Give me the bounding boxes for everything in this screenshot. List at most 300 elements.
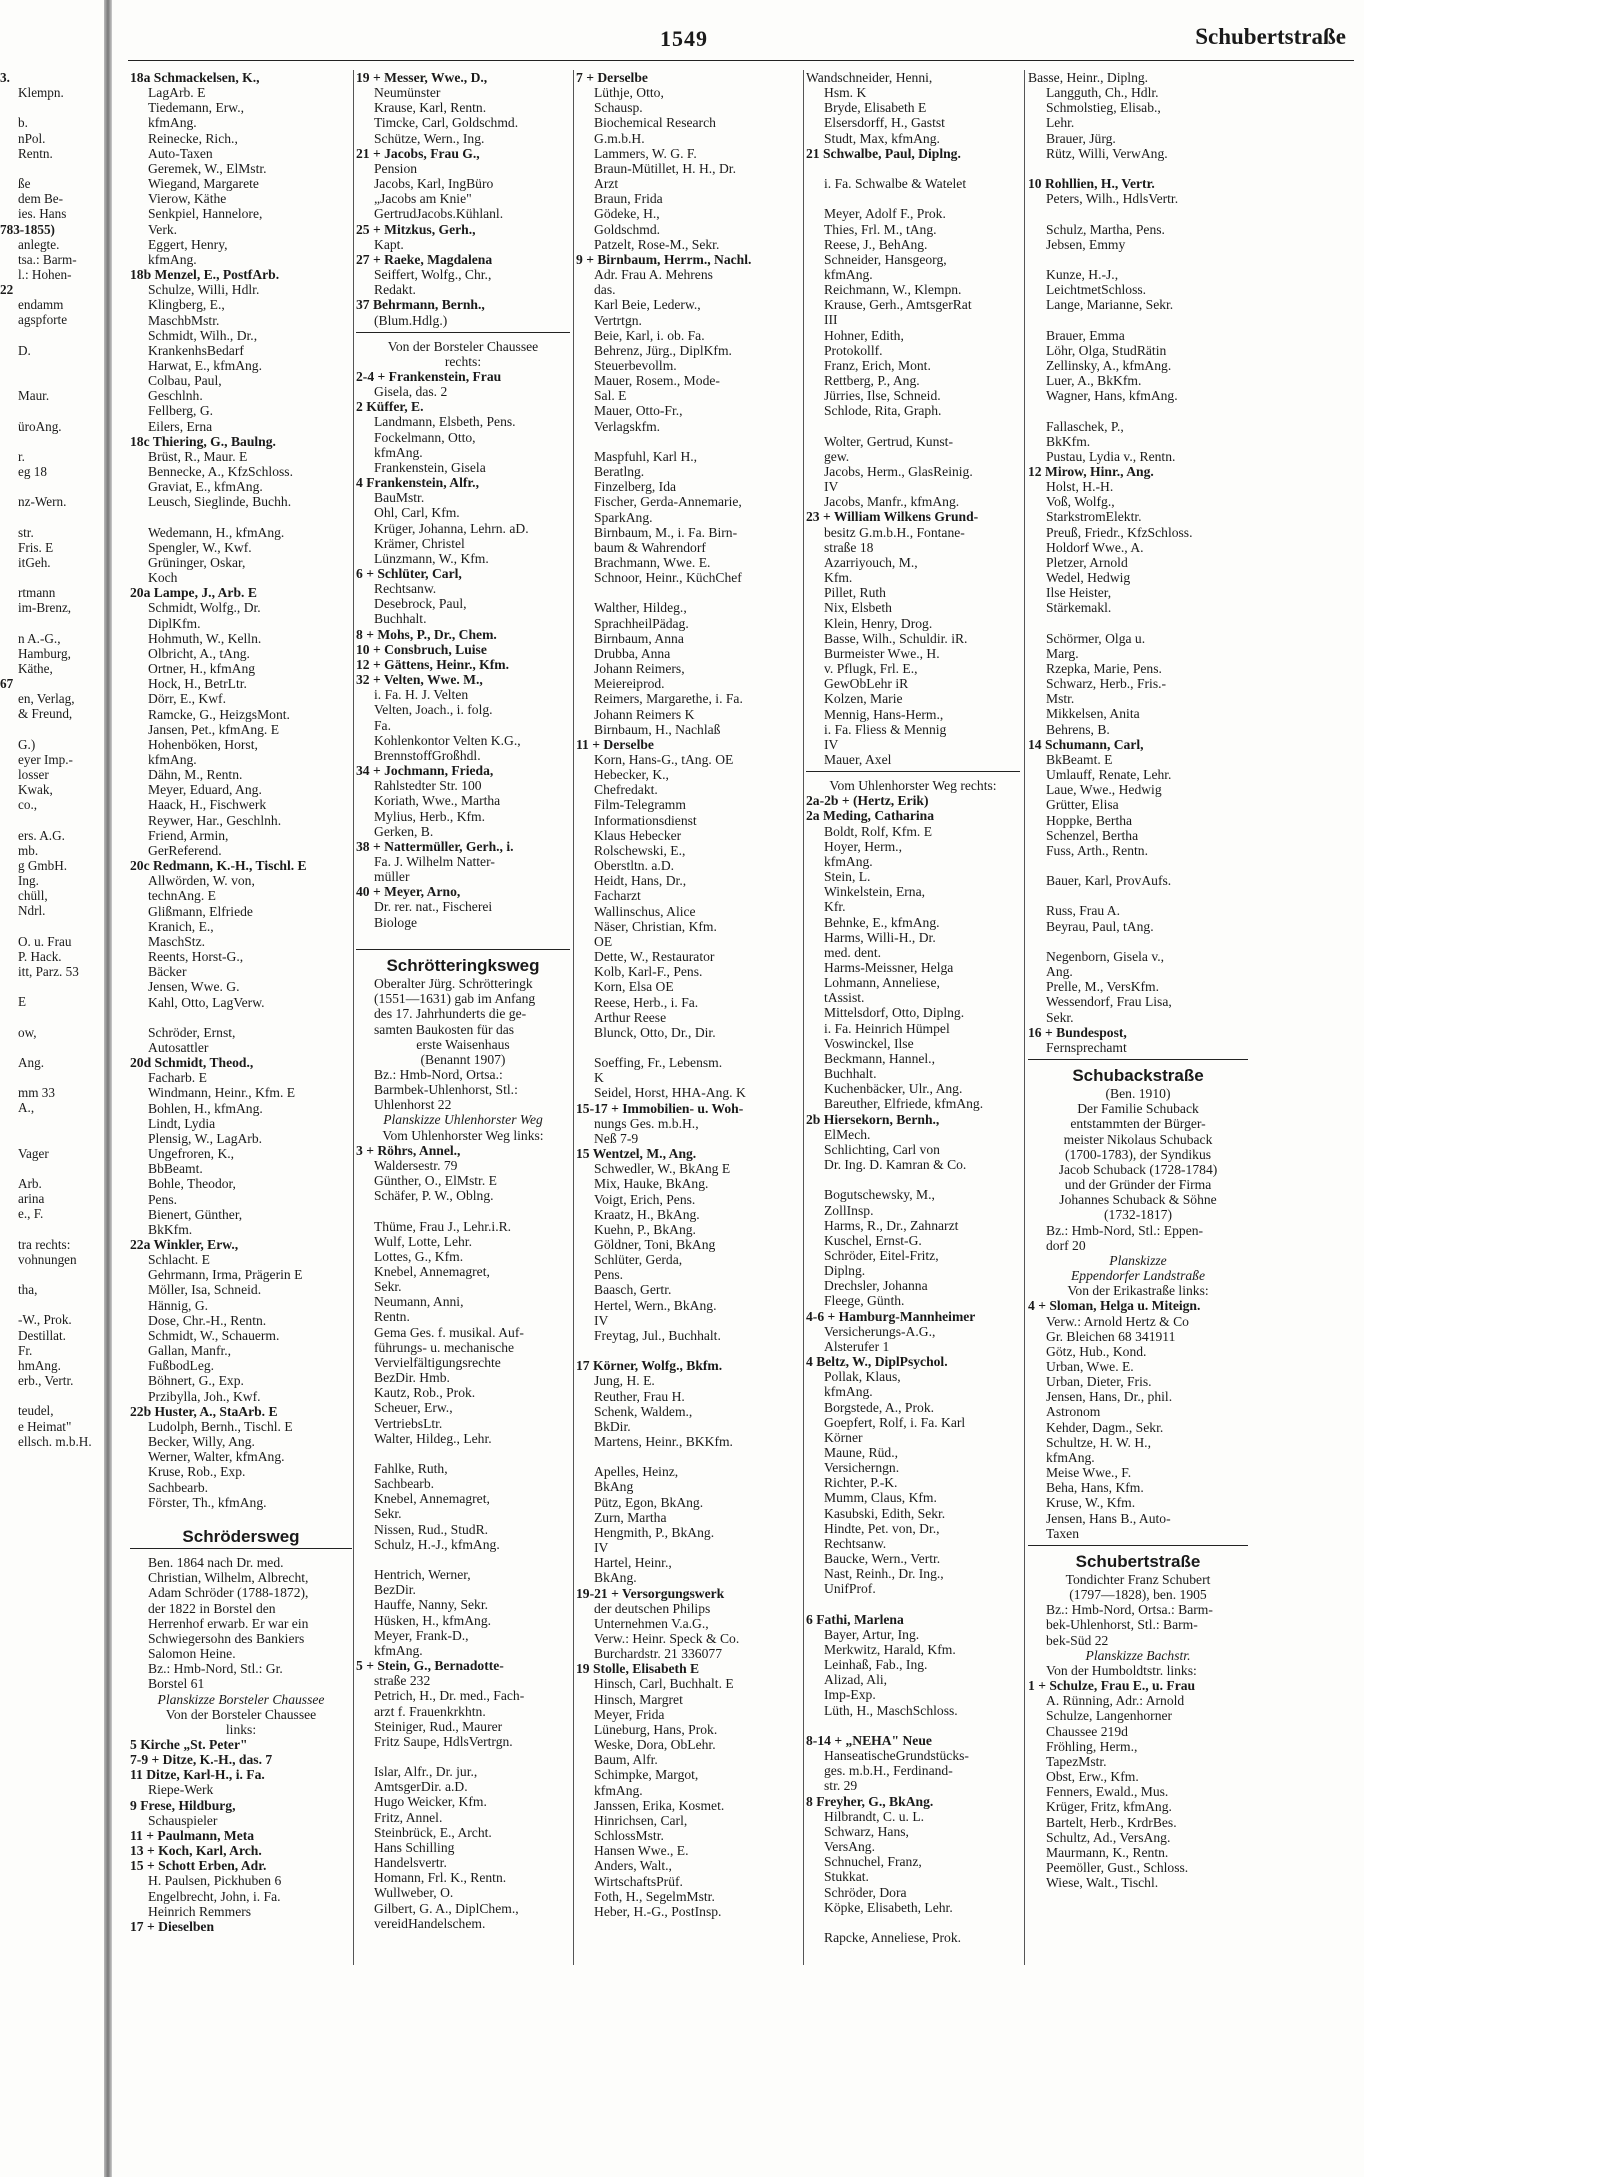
directory-entry: E [18, 994, 27, 1010]
directory-entry: Schäfer, P. W., Oblng. [374, 1188, 494, 1204]
directory-entry: Krüger, Johanna, Lehrn. aD. [374, 520, 529, 536]
directory-entry: Basse, Wilh., Schuldir. iR. [824, 630, 968, 646]
directory-entry: kfmAng. [148, 115, 197, 131]
directory-entry: Vager [18, 1145, 49, 1161]
directory-entry: Pens. [148, 1191, 178, 1207]
directory-entry: 7-9 + Ditze, K.-H., das. 7 [130, 1752, 273, 1768]
directory-entry: Umlauff, Renate, Lehr. [1046, 767, 1172, 783]
map-reference: Planskizze [1109, 1252, 1167, 1268]
directory-entry: III [824, 312, 838, 328]
directory-entry: Kasubski, Edith, Sekr. [824, 1505, 946, 1521]
directory-entry [0, 1040, 98, 1055]
directory-entry: Ang. [18, 1054, 45, 1070]
directory-entry: Klempn. [18, 85, 64, 101]
directory-entry: Ortner, H., kfmAng [148, 661, 256, 677]
directory-entry: nungs Ges. m.b.H., [594, 1115, 699, 1131]
directory-entry: tsa.: Barm- [18, 251, 77, 267]
directory-entry: kfmAng. [1046, 1449, 1095, 1465]
directory-entry: BezDir. Hmb. [374, 1370, 450, 1386]
directory-entry: A., [18, 1100, 35, 1116]
directory-entry: Chefredakt. [594, 782, 658, 798]
directory-entry: Basse, Heinr., Diplng. [1028, 70, 1149, 85]
directory-entry: Sekr. [374, 1279, 402, 1295]
directory-entry: StarkstromElektr. [1046, 509, 1142, 525]
column-1 [130, 70, 352, 1934]
directory-entry: Fr. [18, 1342, 33, 1358]
directory-entry: Hsm. K [824, 85, 867, 101]
directory-entry: b. [18, 115, 28, 131]
directory-entry: H. Paulsen, Pickhuben 6 [148, 1873, 282, 1889]
directory-entry: Timcke, Carl, Goldschmd. [374, 115, 519, 131]
directory-entry: Olbricht, A., tAng. [148, 645, 250, 661]
directory-entry: D. [18, 342, 31, 358]
directory-entry: ers. A.G. [18, 827, 65, 843]
directory-entry: Facharb. E [148, 1070, 207, 1086]
directory-entry: Bareuther, Elfriede, kfmAng. [824, 1096, 984, 1112]
directory-entry: i. Fa. Schwalbe & Watelet [824, 176, 967, 192]
directory-entry: Kruse, W., Kfm. [1046, 1495, 1136, 1511]
directory-entry: Spengler, W., Kwf. [148, 539, 252, 555]
directory-entry: Kolzen, Marie [824, 691, 903, 707]
directory-entry [806, 1718, 1020, 1733]
directory-entry: im-Brenz, [18, 600, 72, 616]
directory-entry: Koriath, Wwe., Martha [374, 793, 501, 809]
directory-entry: e Heimat" [18, 1418, 72, 1434]
directory-entry: Rahlstedter Str. 100 [374, 778, 482, 794]
directory-entry: Schröder, Eitel-Fritz, [824, 1247, 939, 1263]
directory-entry: 2a Meding, Catharina [806, 808, 935, 824]
directory-entry: Pillet, Ruth [824, 585, 886, 601]
directory-entry [576, 585, 802, 600]
directory-entry: Fritz, Annel. [374, 1809, 443, 1825]
directory-entry: Luer, A., BkKfm. [1046, 373, 1142, 389]
directory-entry: müller [374, 869, 410, 885]
directory-entry: Brauer, Jürg. [1046, 130, 1116, 146]
directory-entry: Schlacht. E [148, 1252, 210, 1268]
directory-entry [0, 979, 98, 994]
centered-note: erste Waisenhaus [416, 1036, 510, 1052]
directory-entry: Versicherngn. [824, 1460, 900, 1476]
directory-entry: Kohlenkontor Velten K.G., [374, 732, 521, 748]
map-reference: Eppendorfer Landstraße [1070, 1268, 1206, 1284]
directory-entry: Nix, Elsbeth [824, 600, 892, 616]
directory-entry: Kunze, H.-J., [1046, 266, 1119, 282]
directory-entry: Oberstltn. a.D. [594, 858, 675, 874]
map-reference: Planskizze Uhlenhorster Weg [383, 1112, 543, 1128]
directory-entry: Stukkat. [824, 1869, 869, 1885]
directory-entry: r. [18, 448, 25, 464]
directory-entry: Bohlen, H., kfmAng. [148, 1100, 263, 1116]
directory-entry [1028, 206, 1248, 221]
directory-entry: 13 + Koch, Karl, Arch. [130, 1843, 262, 1859]
directory-entry: Peemöller, Gust., Schloss. [1046, 1859, 1189, 1875]
directory-entry: Steiniger, Rud., Maurer [374, 1718, 503, 1734]
directory-entry: Sal. E [594, 388, 627, 404]
directory-entry: Reinecke, Rich., [148, 130, 238, 146]
directory-entry [130, 1510, 352, 1525]
directory-entry: das. [594, 282, 616, 298]
directory-entry: Dr. rer. nat., Fischerei [374, 899, 493, 915]
directory-entry: Schröder, Ernst, [148, 1024, 236, 1040]
column-divider [1024, 70, 1025, 1965]
directory-entry: Nast, Reinh., Dr. Ing., [824, 1566, 944, 1582]
directory-entry: Hock, H., BetrLtr. [148, 676, 247, 692]
directory-entry: Birnbaum, M., i. Fa. Birn- [594, 524, 738, 540]
directory-entry: Brauer, Emma [1046, 327, 1125, 343]
directory-entry: Kfr. [824, 899, 846, 915]
directory-entry [1028, 312, 1248, 327]
directory-entry: Studt, Max, kfmAng. [824, 130, 940, 146]
directory-entry: 21 + Jacobs, Frau G., [356, 145, 480, 161]
directory-entry: Von der Humboldtstr. links: [1046, 1662, 1197, 1678]
section-rule [130, 1548, 352, 1553]
directory-entry: Jürries, Ilse, Schneid. [824, 388, 941, 404]
directory-entry: dem Be- [18, 191, 64, 207]
directory-entry: Franz, Erich, Mont. [824, 357, 931, 373]
centered-note: Von der Borsteler Chaussee [387, 338, 539, 354]
directory-entry: Riepe-Werk [148, 1782, 214, 1798]
directory-entry: Fröhling, Herm., [1046, 1738, 1138, 1754]
directory-entry: Arthur Reese [594, 1009, 667, 1025]
directory-entry [0, 1222, 98, 1237]
directory-entry: IV [594, 1312, 609, 1328]
directory-entry: Kwak, [18, 782, 53, 798]
directory-entry: Tiedemann, Erw., [148, 100, 245, 116]
column-divider [803, 70, 804, 1965]
centered-note: Von der Erikastraße links: [1067, 1283, 1209, 1299]
directory-entry: SparkAng. [594, 509, 653, 525]
column-5 [1028, 70, 1248, 1890]
section-rule [356, 949, 570, 954]
directory-entry: Pustau, Lydia v., Rentn. [1046, 448, 1176, 464]
directory-entry: Körner [824, 1429, 863, 1445]
directory-entry: Voswinckel, Ilse [824, 1035, 914, 1051]
directory-entry: Beratlng. [594, 464, 645, 480]
directory-entry: Kruse, Rob., Exp. [148, 1464, 246, 1480]
directory-entry [1028, 161, 1248, 176]
directory-entry: 5 Kirche „St. Peter" [130, 1736, 248, 1752]
directory-entry: IV [824, 479, 839, 495]
directory-entry: Gilbert, G. A., DiplChem., [374, 1900, 519, 1916]
directory-entry: Goldschmd. [594, 221, 661, 237]
directory-entry: Schröder, Dora [824, 1884, 907, 1900]
directory-entry: Reywer, Har., Geschlnh. [148, 812, 282, 828]
directory-entry: BkKfm. [148, 1221, 193, 1237]
directory-entry: Geremek, W., ElMstr. [148, 160, 267, 176]
directory-entry: der deutschen Philips [594, 1600, 711, 1616]
directory-entry: Pütz, Egon, BkAng. [594, 1494, 704, 1510]
directory-entry: Fleege, Günth. [824, 1293, 905, 1309]
directory-entry: BbBeamt. [148, 1161, 203, 1177]
directory-entry: Elsersdorff, H., Gastst [824, 115, 945, 131]
directory-entry: 27 + Raeke, Magdalena [356, 251, 493, 267]
directory-entry: Gema Ges. f. musikal. Auf- [374, 1324, 524, 1340]
directory-entry: endamm [18, 297, 64, 313]
section-rule [356, 332, 570, 337]
directory-entry: Hohmuth, W., Kelln. [148, 630, 262, 646]
street-heading: Schrötteringksweg [386, 955, 540, 975]
directory-entry: (Blum.Hdlg.) [374, 312, 448, 328]
directory-entry: Lüth, H., MaschSchloss. [824, 1702, 958, 1718]
directory-entry: Schulze, Willi, Hdlr. [148, 282, 260, 298]
directory-entry: Salomon Heine. [148, 1646, 236, 1662]
directory-entry: Thies, Frl. M., tAng. [824, 221, 937, 237]
directory-entry: chüll, [18, 888, 48, 904]
directory-entry: BkAng [594, 1479, 634, 1495]
directory-entry: Knebel, Annemagret, [374, 1264, 490, 1279]
directory-entry: Kraatz, H., BkAng. [594, 1206, 700, 1222]
directory-entry [1028, 888, 1248, 903]
page-number: 1549 [660, 26, 708, 51]
directory-entry: co., [18, 797, 38, 813]
directory-entry: rtmann [18, 585, 56, 601]
directory-entry: Rolschewski, E., [594, 842, 686, 858]
directory-entry: Homann, Frl. K., Rentn. [374, 1870, 507, 1886]
directory-entry: Landmann, Elsbeth, Pens. [374, 414, 516, 430]
directory-entry: Patzelt, Rose-M., Sekr. [594, 236, 720, 252]
directory-entry: Friend, Armin, [148, 827, 229, 843]
directory-entry [0, 1297, 98, 1312]
directory-entry: Fischer, Gerda-Annemarie, [594, 494, 742, 510]
directory-entry: Richter, P.-K. [824, 1475, 898, 1491]
directory-entry: Urban, Dieter, Fris. [1046, 1374, 1152, 1390]
directory-entry: Seidel, Horst, HHA-Ang. K [594, 1085, 746, 1101]
directory-entry: 1 + Schulze, Frau E., u. Frau [1028, 1678, 1196, 1694]
directory-entry: Lüthje, Otto, [594, 85, 664, 101]
directory-entry [0, 1161, 98, 1176]
directory-entry: Herrenhof erwarb. Er war ein [148, 1615, 309, 1631]
directory-entry: agspforte [18, 312, 68, 328]
directory-entry: BkDir. [594, 1418, 631, 1434]
directory-entry: Ludolph, Bernh., Tischl. E [148, 1418, 293, 1434]
directory-entry: Versicherungs-A.G., [824, 1323, 936, 1339]
directory-entry: l.: Hohen- [18, 267, 72, 282]
directory-entry: DiplKfm. [148, 615, 201, 631]
directory-entry: Schmidt, Wolfg., Dr. [148, 600, 261, 616]
directory-entry: Informationsdienst [594, 812, 697, 828]
directory-entry: Jung, H. E. [594, 1373, 655, 1389]
directory-entry: Zurn, Martha [594, 1509, 667, 1525]
directory-entry: Dette, W., Restaurator [594, 949, 715, 965]
directory-entry: v. Pflugk, Frl. E., [824, 661, 918, 677]
directory-entry: GertrudJacobs.Kühlanl. [374, 206, 504, 222]
directory-entry: Hoyer, Herm., [824, 838, 902, 854]
directory-entry [356, 1446, 570, 1461]
directory-entry: 18b Menzel, E., PostfArb. [130, 267, 280, 283]
directory-entry: BauMstr. [374, 490, 425, 506]
directory-entry: Rechtsanw. [374, 581, 437, 597]
directory-entry: Werner, Walter, kfmAng. [148, 1449, 285, 1465]
directory-entry: Vertrtgn. [594, 312, 642, 328]
directory-entry: 22a Winkler, Erw., [130, 1237, 239, 1252]
directory-entry: dorf 20 [1046, 1237, 1086, 1253]
directory-entry: Bz.: Hmb-Nord, Ortsa.: Barm- [1046, 1602, 1213, 1618]
directory-entry: Schulz, Martha, Pens. [1046, 221, 1165, 237]
directory-entry [0, 1116, 98, 1131]
directory-entry: Rentn. [18, 145, 53, 161]
directory-entry: & Freund, [18, 706, 73, 722]
directory-entry: Karl Beie, Lederw., [594, 297, 701, 313]
directory-entry: Bauer, Karl, ProvAufs. [1046, 873, 1172, 889]
directory-entry: Kapt. [374, 236, 404, 252]
directory-entry: Mauer, Axel [824, 751, 892, 767]
directory-entry: ges. m.b.H., Ferdinand- [824, 1763, 953, 1779]
directory-entry: Gerken, B. [374, 823, 434, 839]
directory-entry: Nissen, Rud., StudR. [374, 1521, 489, 1537]
directory-entry: Günther, O., ElMstr. E [374, 1173, 497, 1189]
directory-entry: Brüst, R., Maur. E [148, 448, 248, 464]
directory-entry: Imp-Exp. [824, 1687, 876, 1703]
directory-entry: Goepfert, Rolf, i. Fa. Karl [824, 1414, 966, 1430]
directory-entry [0, 328, 98, 343]
directory-entry: 10 Rohllien, H., Vertr. [1028, 176, 1155, 192]
directory-entry: Jacobs, Herm., GlasReinig. [824, 464, 973, 480]
directory-entry: Braun, Frida [594, 191, 663, 207]
directory-entry: mb. [18, 842, 39, 858]
directory-entry: Mikkelsen, Anita [1046, 706, 1140, 722]
directory-entry: MaschbMstr. [148, 312, 220, 328]
directory-entry: Drubba, Anna [594, 645, 671, 661]
directory-entry: Meise Wwe., F. [1046, 1465, 1132, 1481]
directory-entry: Winkelstein, Erna, [824, 884, 925, 900]
directory-entry: Redakt. [374, 282, 416, 298]
directory-entry: Baum, Alfr. [594, 1752, 658, 1768]
directory-entry: Schütze, Wern., Ing. [374, 130, 485, 146]
directory-entry: Becker, Willy, Ang. [148, 1434, 255, 1450]
directory-entry: en, Verlag, [18, 691, 75, 707]
directory-entry: Fritz Saupe, HdlsVertrgn. [374, 1733, 513, 1749]
directory-entry: Burchardstr. 21 336077 [594, 1646, 722, 1662]
directory-entry: 22b Huster, A., StaArb. E [130, 1403, 278, 1419]
centered-note: Tondichter Franz Schubert [1065, 1572, 1211, 1588]
directory-entry: Bohle, Theodor, [148, 1176, 236, 1192]
directory-entry: arina [18, 1191, 45, 1207]
centered-note: Von der Borsteler Chaussee [165, 1706, 317, 1722]
centered-note: Johannes Schuback & Söhne [1059, 1192, 1217, 1208]
directory-entry: Arzt [594, 176, 619, 192]
directory-entry: Bz.: Hmb-Nord, Stl.: Gr. [148, 1661, 283, 1677]
directory-entry: Jacobs, Karl, IngBüro [374, 176, 494, 192]
directory-entry: Stärkemakl. [1046, 600, 1112, 616]
directory-entry: Pension [374, 160, 418, 176]
directory-entry: 8 + Mohs, P., Dr., Chem. [356, 626, 497, 642]
directory-entry: Kranich, E., [148, 918, 214, 934]
directory-entry: tha, [18, 1282, 38, 1298]
directory-entry: Näser, Christian, Kfm. [594, 918, 717, 934]
directory-entry: Desebrock, Paul, [374, 596, 467, 612]
directory-entry [1028, 403, 1248, 418]
directory-entry: Fris. E [18, 539, 54, 555]
directory-entry: Fallaschek, P., [1046, 418, 1124, 434]
directory-entry: Schmolstieg, Elisab., [1046, 100, 1161, 116]
directory-entry: Handelsvertr. [374, 1855, 447, 1871]
directory-entry: Protokollf. [824, 342, 883, 358]
directory-entry: UnifProf. [824, 1581, 876, 1597]
centered-note: (Ben. 1910) [1105, 1086, 1171, 1102]
directory-entry: Heidt, Hans, Dr., [594, 873, 687, 889]
directory-entry: Weske, Dora, ObLehr. [594, 1737, 716, 1753]
directory-entry [1028, 858, 1248, 873]
directory-entry [806, 419, 1020, 434]
directory-entry: des 17. Jahrhunderts die ge- [374, 1006, 527, 1022]
directory-entry: kfmAng. [374, 444, 423, 460]
directory-entry: Fellberg, G. [148, 403, 214, 419]
section-rule [1028, 1059, 1248, 1064]
directory-entry [0, 1388, 98, 1403]
directory-entry: Chaussee 219d [1046, 1723, 1128, 1739]
directory-entry: Lammers, W. G. F. [594, 145, 697, 161]
directory-entry: Harwat, E., kfmAng. [148, 357, 263, 373]
directory-entry: Anders, Walt., [594, 1858, 672, 1874]
directory-entry: OE [594, 933, 613, 949]
directory-entry: Hebecker, K., [594, 767, 669, 783]
directory-entry: Autosattler [148, 1039, 209, 1055]
directory-entry: Glißmann, Elfriede [148, 903, 253, 919]
directory-entry [356, 1203, 570, 1218]
directory-entry: Ungefroren, K., [148, 1146, 235, 1162]
directory-entry: Maurmann, K., Rentn. [1046, 1844, 1169, 1860]
centered-note: (Benannt 1907) [420, 1051, 506, 1067]
directory-entry: Schwarz, Herb., Fris.- [1046, 676, 1167, 692]
directory-entry: Vervielfältigungsrechte [374, 1354, 501, 1370]
directory-entry: losser [18, 767, 49, 782]
directory-entry: g GmbH. [18, 857, 68, 873]
directory-entry: Ramcke, G., HeizgsMont. [148, 706, 290, 722]
directory-entry: 6 Fathi, Marlena [806, 1611, 904, 1627]
directory-entry [0, 1009, 98, 1024]
directory-entry: Brachmann, Wwe. E. [594, 554, 711, 570]
centered-note: Jacob Schuback (1728-1784) [1058, 1161, 1218, 1177]
directory-entry: Auto-Taxen [148, 145, 213, 161]
column-divider [573, 70, 574, 1965]
directory-entry: Film-Telegramm [594, 797, 686, 813]
directory-entry: Heinrich Remmers [148, 1903, 252, 1919]
directory-entry: WirtschaftsPrüf. [594, 1873, 683, 1889]
directory-entry: Baucke, Wern., Vertr. [824, 1551, 941, 1567]
section-rule [1028, 1545, 1248, 1550]
directory-entry: Plensig, W., LagArb. [148, 1130, 263, 1146]
directory-entry: Gr. Bleichen 68 341911 [1046, 1328, 1176, 1344]
directory-entry: Behrens, B. [1046, 721, 1110, 737]
directory-entry: Pens. [594, 1267, 624, 1283]
directory-entry: A. Rünning, Adr.: Arnold [1046, 1693, 1185, 1709]
directory-entry: Jansen, Pet., kfmAng. E [148, 721, 280, 737]
directory-entry: 25 + Mitzkus, Gerh., [356, 221, 476, 237]
directory-entry: Taxen [1046, 1525, 1080, 1541]
directory-entry: Bogutschewsky, M., [824, 1187, 935, 1203]
directory-entry: Jensen, Hans B., Auto- [1046, 1510, 1171, 1526]
directory-entry: ies. Hans [18, 206, 67, 222]
directory-entry [0, 509, 98, 524]
directory-entry: Janssen, Erika, Kosmet. [594, 1797, 725, 1813]
directory-entry: Bienert, Günther, [148, 1206, 243, 1222]
directory-entry: Senkpiel, Hannelore, [148, 206, 263, 222]
directory-entry: Rütz, Willi, VerwAng. [1046, 145, 1168, 161]
directory-entry: Steuerbevollm. [594, 357, 677, 373]
directory-entry [0, 1070, 98, 1085]
directory-entry: Azarriyouch, M., [824, 554, 918, 570]
directory-entry: Dähn, M., Rentn. [148, 767, 243, 783]
directory-entry: Schnuchel, Franz, [824, 1854, 922, 1870]
directory-entry: 4 Frankenstein, Alfr., [356, 475, 479, 491]
directory-entry: Arb. [18, 1176, 42, 1192]
directory-entry: Barmbek-Uhlenhorst, Stl.: [374, 1082, 518, 1098]
directory-entry: Hentrich, Werner, [374, 1567, 471, 1583]
directory-entry: Dr. Ing. D. Kamran & Co. [824, 1157, 967, 1173]
directory-entry: Borstel 61 [148, 1676, 205, 1692]
directory-entry [0, 615, 98, 630]
directory-entry: Walther, Hildeg., [594, 600, 687, 616]
